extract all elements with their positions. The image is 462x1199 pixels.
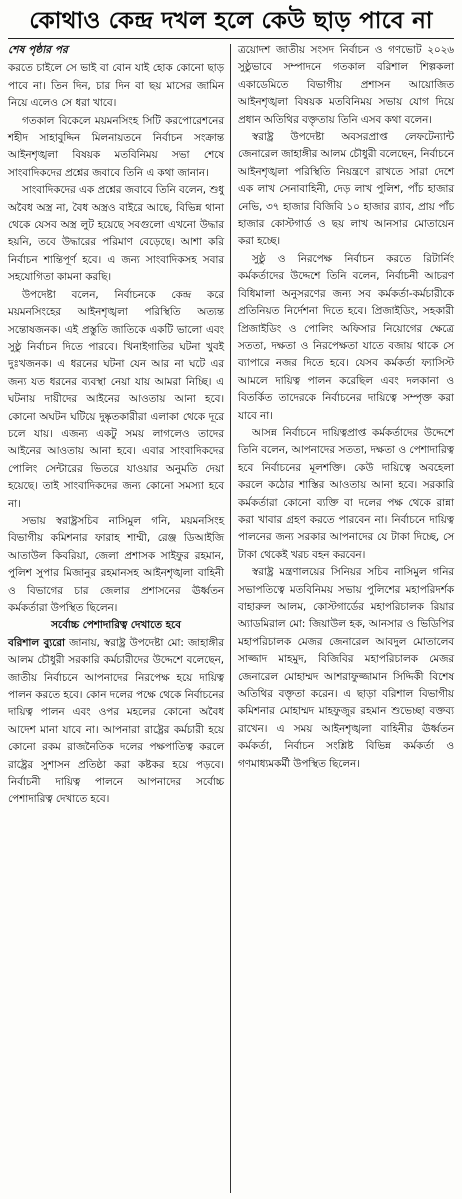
headline: কোথাও কেন্দ্র দখল হলে কেউ ছাড় পাবে না <box>29 8 433 34</box>
continuation-note: শেষ পৃষ্ঠার পর <box>8 44 68 56</box>
left-column <box>8 42 224 1193</box>
paragraph: স্বরাষ্ট্র মন্ত্রণালয়ের সিনিয়র সচিব নাসিমুল গনির সভাপতিত্বে মতবিনিময় সভায় পুলিশের মহাপরিদর্শক বাহারুল আলম, কোস্টগার্ডের মহাপরিচালক রিয়ার অ্যাডমিরাল মো: জিয়াউল হক, আনসার ও ভিডিপির মহাপরিচালক মেজর জেনারেল আবদুল মোতালেব সাজ্জাদ মাহমুদ, বিজিবির মহাপরিচালক মেজর জেনারেল মোহাম্মদ আশরাফুজ্জামান সিদ্দিকী বিশেষ অতিথির বক্তৃতা করেন। এ ছাড়া বরিশাল বিভাগীয় কমিশনার মোহাম্মদ মাহফুজুর রহমান শুভেচ্ছা বক্তব্য রাখেন। এ সময় আইনশৃঙ্খলা বাহিনীর ঊর্ধ্বতন কর্মকর্তা, নির্বাচন সংশ্লিষ্ট বিভিন্ন কর্মকর্তা ও গণমাধ্যমকর্মী উপস্থিত ছিলেন। <box>238 566 454 770</box>
paragraph: উপদেষ্টা বলেন, নির্বাচনকে কেন্দ্র করে ময়মনসিংহের আইনশৃঙ্খলা পরিস্থিতি অত্যন্ত সন্তোষজনক। এই প্রস্তুতি জাতিকে একটি ভালো এবং সুষ্ঠু নির্বাচন দিতে পারবে। খিনাইগাতির ঘটনা খুবই দুঃখজনক। এ ধরনের ঘটনা যেন আর না ঘটে এর জন্য যত ধরনের ব্যবস্থা নেয়া যায় আমরা নিচ্ছি। এ ঘটনায় দায়ীদের আইনের আওতায় আনা হবে। কোনো অঘটন ঘটিয়ে দুষ্কৃতকারীরা এলাকা থেকে দূরে চলে যায়। এজন্য একটু সময় লাগলেও তাদের আইনের আওতায় আনা হবে। এবার সাংবাদিকদের পোলিং সেন্টারের ভিতরে যাওয়ার অনুমতি দেয়া হয়েছে। তাই সাংবাদিকদের জন্য কোনো সমস্যা হবে না। <box>8 288 224 510</box>
paragraph: সভায় স্বরাষ্ট্রসচিব নাসিমুল গনি, ময়মনসিংহ বিভাগীয় কমিশনার ফারাহ শাম্মী, রেঞ্জ ডিআইজি আতাউল কিবরিয়া, জেলা প্রশাসক সাইফুর রহমান, পুলিশ সুপার মিজানুর রহমানসহ আইনশৃঙ্খলা বাহিনী ও বিভাগের চার জেলার প্রশাসনের ঊর্ধ্বতন কর্মকর্তারা উপস্থিত ছিলেন। <box>8 514 224 614</box>
bureau-lead: বরিশাল ব্যুরো <box>8 636 66 649</box>
paragraph: সুষ্ঠু ও নিরপেক্ষ নির্বাচন করতে রিটার্নিং কর্মকর্তাদের উদ্দেশে তিনি বলেন, নির্বাচনী আচরণ বিধিমালা অনুসরণের জন্য সব কর্মকর্তা-কর্মচারীকে প্রতিনিয়ত নির্দেশনা দিতে হবে। প্রিজাইডিং, সহকারী প্রিজাইডিং ও পোলিং অফিসার নিয়োগের ক্ষেত্রে সততা, দক্ষতা ও নিরপেক্ষতা যাতে বজায় থাকে সে ব্যাপারে নজর দিতে হবে। যেসব কর্মকর্তা ফ্যাসিস্ট আমলে দায়িত্ব পালন করেছিল এবং দলকানা ও বিতর্কিত তাদেরকে নির্বাচনের দায়িত্বে সম্পৃক্ত করা যাবে না। <box>238 252 454 422</box>
paragraph: সাংবাদিকদের এক প্রশ্নের জবাবে তিনি বলেন, শুধু অবৈধ অস্ত্র না, বৈধ অস্ত্রও বাইরে আছে, বিভিন্ন থানা থেকে যেসব অস্ত্র লুট হয়েছে সবগুলো এখনো উদ্ধার হয়নি, তবে উদ্ধারের পরিমাণ বেড়েছে। আশা করি নির্বাচন শান্তিপূর্ণ হবে। এ জন্য সাংবাদিকসহ সবার সহযোগিতা কামনা করছি। <box>8 184 224 284</box>
paragraph: আসন্ন নির্বাচনে দায়িত্বপ্রাপ্ত কর্মকর্তাদের উদ্দেশে তিনি বলেন, আপনাদের সততা, দক্ষতা ও পেশাদারিত্ব হবে নির্বাচনের মূলশক্তি। কেউ দায়িত্বে অবহেলা করলে কঠোর শাস্তির আওতায় আনা হবে। সরকারি কর্মকর্তারা কোনো ব্যক্তি বা দলের পক্ষ থেকে রান্না করা খাবার গ্রহণ করতে পারবেন না। নির্বাচনে দায়িত্ব পালনের জন্য সরকার আপনাদের যে টাকা দিচ্ছে, সে টাকা থেকেই খরচ বহন করবেন। <box>238 426 454 561</box>
paragraph: গতকাল বিকেলে ময়মনসিংহ সিটি করপোরেশনের শহীদ সাহাবুদ্দিন মিলনায়তনে নির্বাচন সংক্রান্ত আইনশৃঙ্খলা বিষয়ক মতবিনিময় সভা শেষে সাংবাদিকদের প্রশ্নের জবাবে তিনি এ কথা জানান। <box>8 114 224 179</box>
column-divider <box>230 44 231 1193</box>
right-column <box>238 42 454 1193</box>
paragraph: ত্রয়োদশ জাতীয় সংসদ নির্বাচন ও গণভোট ২০২৬ সুষ্ঠুভাবে সম্পাদনে গতকাল বরিশাল শিল্পকলা একাডেমিতে বিভাগীয় প্রশাসন আয়োজিত আইনশৃঙ্খলা বিষয়ক মতবিনিময় সভায় যোগ দিয়ে প্রধান অতিথির বক্তৃতায় তিনি এসব কথা বলেন। <box>238 44 454 126</box>
headline-rule <box>8 38 454 39</box>
bureau-text: জানায়, স্বরাষ্ট্র উপদেষ্টা মো: জাহাঙ্গীর আলম চৌধুরী সরকারি কর্মচারীদের উদ্দেশে বলেছেন, জাতীয় নির্বাচনে আপনাদের নিরপেক্ষ হয়ে দায়িত্ব পালন করতে হবে। কোন দলের পক্ষে থেকে নির্বাচনের দায়িত্ব পালন এবং ওপর মহলের কোনো অবৈধ আদেশ মানা যাবে না। আপনারা রাষ্ট্রের কর্মচারী হয়ে কোনো রকম রাজনৈতিক দলের পক্ষপাতিত্ব করলে রাষ্ট্রের সুশাসন প্রতিষ্ঠা করা কষ্টকর হয়ে পড়বে। নির্বাচনী দায়িত্ব পালনে আপনাদের সর্বোচ্চ পেশাদারিত্ব দেখাতে হবে। <box>8 636 224 806</box>
paragraph <box>8 635 224 809</box>
subhead: সর্বোচ্চ পেশাদারিত্ব দেখাতে হবে <box>51 619 181 632</box>
paragraph: করতে চাইলে সে ভাই বা বোন যাই হোক কোনো ছাড় পাবে না। তিন দিন, চার দিন বা ছয় মাসের জামিন নিয়ে এলেও সে ধরা খাবে। <box>8 62 224 110</box>
paragraph: স্বরাষ্ট্র উপদেষ্টা অবসরপ্রাপ্ত লেফটেন্যান্ট জেনারেল জাহাঙ্গীর আলম চৌধুরী বলেছেন, নির্বাচনে আইনশৃঙ্খলা পরিস্থিতি নিয়ন্ত্রণে রাখতে সারা দেশে এক লাখ সেনাবাহিনী, দেড় লাখ পুলিশ, পাঁচ হাজার নেভি, ৩৭ হাজার বিজিবি ১০ হাজার র‌্যাব, প্রায় পাঁচ হাজার কোস্টগার্ড ও ছয় লাখ আনসার মোতায়েন করা হচ্ছে। <box>238 131 454 248</box>
